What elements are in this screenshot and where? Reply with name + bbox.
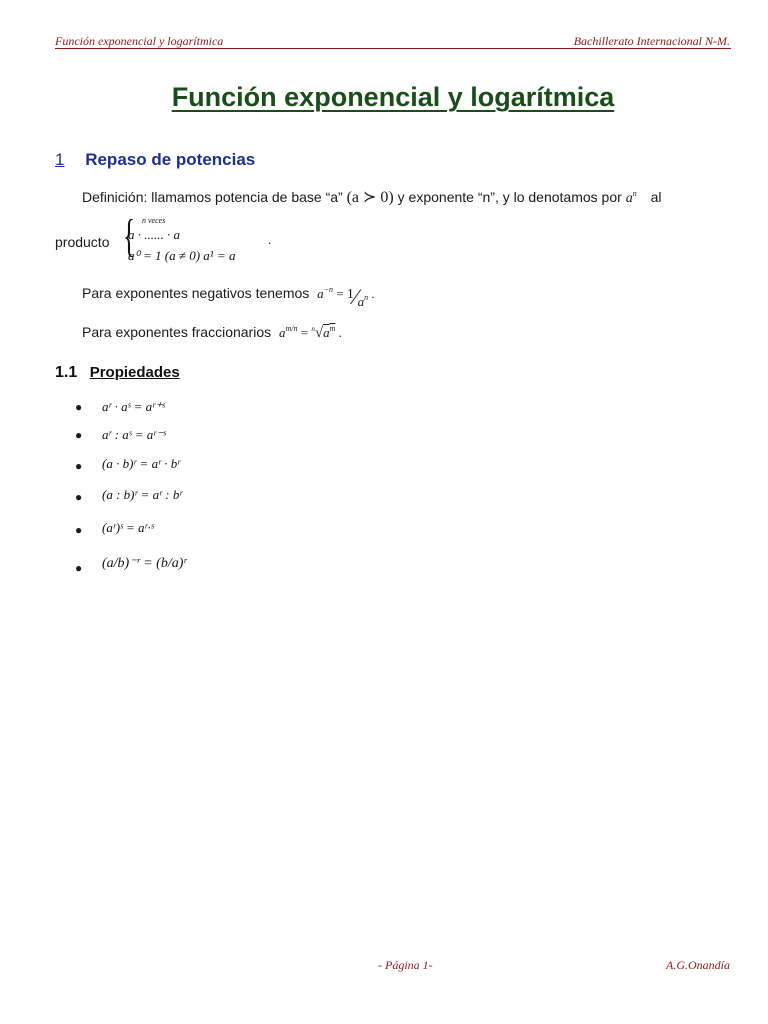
section-heading	[55, 150, 255, 170]
bullet-icon: ●	[75, 523, 83, 537]
property-item: (a · b)ʳ = aʳ · bʳ	[102, 456, 181, 471]
bullet-icon: ●	[75, 459, 83, 473]
footer-page-number: - Página 1-	[378, 958, 433, 972]
footer-author: A.G.Onandía	[666, 958, 730, 972]
fractional-exponents-text: Para exponentes fraccionarios	[82, 324, 272, 340]
fractional-exponent-formula: $a^{m/n} = ^n√a^m$ .	[279, 324, 342, 341]
producto-label: producto	[55, 234, 110, 250]
bullet-icon: ●	[75, 428, 83, 442]
property-item: (a/b)⁻ʳ = (b/a)ʳ	[102, 556, 187, 571]
fractional-exponents-line	[82, 324, 342, 342]
bullet-icon: ●	[75, 561, 83, 575]
bullet-icon: ●	[75, 490, 83, 504]
negative-exponents-line	[82, 284, 375, 310]
header-right: Bachillerato Internacional N-M.	[573, 34, 730, 48]
definition-text-3: al	[650, 189, 662, 205]
bullet-icon: ●	[75, 400, 83, 414]
definition-text-1: Definición: llamamos potencia de base “a”	[82, 189, 343, 205]
product-line: a · ...... · a	[128, 227, 180, 242]
negative-exponents-text: Para exponentes negativos tenemos	[82, 285, 310, 301]
definition-text-2: y exponente “n”, y lo denotamos por	[397, 189, 622, 205]
negative-exponent-formula: $a^{-n}$ = $1⁄a^n$ .	[317, 284, 375, 309]
property-item: (a : b)ʳ = aʳ : bʳ	[102, 487, 183, 502]
period: .	[268, 232, 272, 247]
subsection-number: 1.1	[55, 364, 78, 381]
special-powers-line: a⁰ = 1 (a ≠ 0) a¹ = a	[128, 248, 236, 263]
header-left: Función exponencial y logarítmica	[55, 34, 224, 48]
section-title: Repaso de potencias	[85, 150, 256, 169]
power-notation: $a^n$	[625, 189, 637, 206]
page-title: Función exponencial y logarítmica	[171, 82, 615, 112]
n-veces-label: n veces	[142, 216, 166, 225]
definition-condition: (a ≻ 0)	[346, 189, 394, 206]
brace-icon: {	[122, 210, 136, 261]
subsection-heading	[55, 364, 180, 382]
subsection-title: Propiedades	[89, 364, 180, 381]
header-divider	[55, 48, 731, 49]
property-item: aʳ · aˢ = aʳ⁺ˢ	[102, 399, 165, 414]
section-number: 1	[55, 150, 65, 169]
definition-line	[82, 187, 661, 207]
property-item: (aʳ)ˢ = aʳ·ˢ	[102, 520, 154, 535]
property-item: aʳ : aˢ = aʳ⁻ˢ	[102, 427, 166, 442]
